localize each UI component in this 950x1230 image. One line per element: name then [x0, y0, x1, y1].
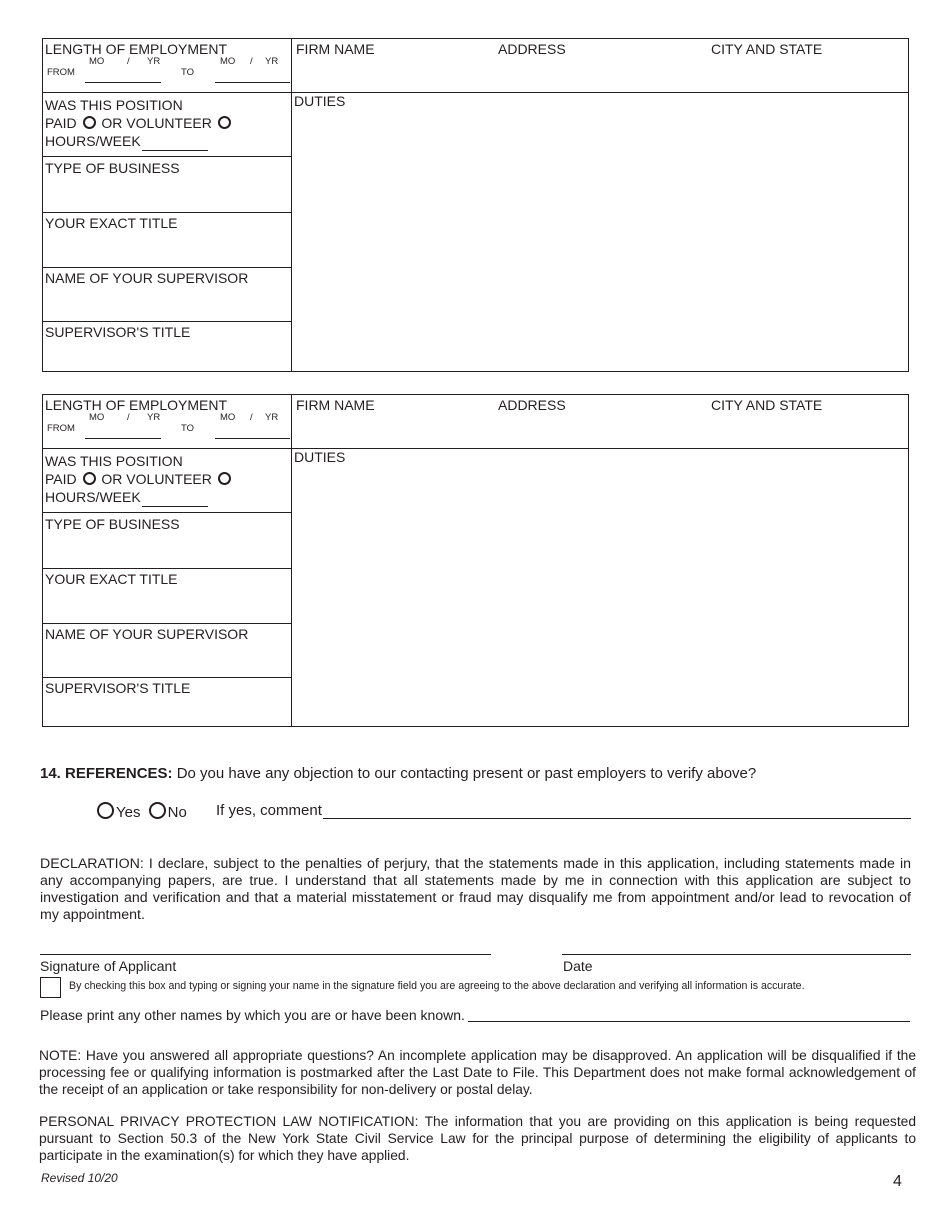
duties-label: DUTIES: [294, 449, 346, 465]
employment-block: [42, 394, 909, 727]
row-divider: [43, 212, 291, 213]
address-label: ADDRESS: [498, 397, 566, 413]
mo-label: MO: [89, 56, 105, 67]
hours-week-field[interactable]: [142, 506, 208, 507]
to-date-field[interactable]: [215, 438, 290, 439]
position-question: WAS THIS POSITION: [45, 97, 183, 113]
paid-label: PAID: [45, 115, 77, 131]
comment-field[interactable]: [323, 818, 911, 819]
to-label: TO: [181, 67, 195, 78]
address-label: ADDRESS: [498, 41, 566, 57]
employment-block: [42, 38, 909, 372]
references-answer-row: [97, 802, 187, 821]
position-question: WAS THIS POSITION: [45, 453, 183, 469]
header-divider: [43, 92, 908, 93]
column-divider: [291, 395, 292, 726]
hours-week-label: HOURS/WEEK: [45, 133, 141, 149]
declaration-heading: DECLARATION: [40, 856, 140, 872]
firm-name-label: FIRM NAME: [296, 397, 375, 413]
revised-date: Revised 10/20: [41, 1171, 118, 1185]
slash: /: [127, 412, 130, 423]
hours-week-label: HOURS/WEEK: [45, 489, 141, 505]
paid-label: PAID: [45, 471, 77, 487]
firm-name-label: FIRM NAME: [296, 41, 375, 57]
page-number: 4: [893, 1173, 902, 1190]
no-label: No: [167, 804, 187, 821]
city-state-label: CITY AND STATE: [711, 41, 823, 57]
other-names-field[interactable]: [468, 1021, 910, 1022]
from-label: FROM: [47, 67, 75, 78]
from-date-field[interactable]: [85, 82, 161, 83]
slash: /: [127, 56, 130, 67]
header-divider: [43, 448, 908, 449]
volunteer-label: OR VOLUNTEER: [101, 471, 212, 487]
mo-label: MO: [220, 412, 236, 423]
exact-title-label: YOUR EXACT TITLE: [45, 571, 178, 587]
to-label: TO: [181, 423, 195, 434]
yr-label: YR: [265, 56, 279, 67]
signature-label: Signature of Applicant: [40, 958, 177, 974]
date-field[interactable]: [562, 954, 911, 955]
type-of-business-label: TYPE OF BUSINESS: [45, 160, 180, 176]
row-divider: [43, 267, 291, 268]
row-divider: [43, 568, 291, 569]
row-divider: [43, 512, 291, 513]
declaration-text: : I declare, subject to the penalties of perjury, that the statements made in this application, including statements made in any accompanying papers, are true. I understand that all statements made by me in connection with this application are subject to investigation and verification and that a material misstatement or fraud may disqualify me from appointment and/or lead to revocation of my appointment.: [40, 856, 911, 923]
references-question-text: Do you have any objection to our contacting present or past employers to verify above?: [176, 765, 757, 782]
row-divider: [43, 677, 291, 678]
no-radio[interactable]: [149, 802, 166, 819]
volunteer-label: OR VOLUNTEER: [101, 115, 212, 131]
paid-volunteer-row: [45, 115, 233, 132]
mo-label: MO: [89, 412, 105, 423]
row-divider: [43, 321, 291, 322]
supervisor-name-label: NAME OF YOUR SUPERVISOR: [45, 626, 249, 642]
exact-title-label: YOUR EXACT TITLE: [45, 215, 178, 231]
supervisor-title-label: SUPERVISOR'S TITLE: [45, 680, 191, 696]
slash: /: [250, 412, 253, 423]
paid-radio[interactable]: [83, 472, 96, 485]
yes-label: Yes: [116, 804, 141, 821]
to-date-field[interactable]: [215, 82, 290, 83]
column-divider: [291, 39, 292, 371]
yr-label: YR: [265, 412, 279, 423]
mo-label: MO: [220, 56, 236, 67]
other-names-label: Please print any other names by which you are or have been known.: [40, 1007, 465, 1023]
declaration-paragraph: [40, 856, 911, 924]
row-divider: [43, 156, 291, 157]
duties-label: DUTIES: [294, 93, 346, 109]
supervisor-title-label: SUPERVISOR'S TITLE: [45, 324, 191, 340]
privacy-paragraph: PERSONAL PRIVACY PROTECTION LAW NOTIFICATION: The information that you are providing on this application is being requested pursuant to Section 50.3 of the New York State Civil Service Law for the principal purpose of determining the eligibility of applicants to participate in the examination(s) for which they have applied.: [39, 1114, 916, 1163]
length-of-employment-label: LENGTH OF EMPLOYMENT: [45, 41, 228, 57]
yr-label: YR: [147, 412, 161, 423]
paid-radio[interactable]: [83, 116, 96, 129]
slash: /: [250, 56, 253, 67]
references-heading: 14. REFERENCES:: [40, 765, 173, 782]
note-paragraph: NOTE: Have you answered all appropriate questions? An incomplete application may be disapproved. An application will be disqualified if the processing fee or qualifying information is postmarked after the Last Date to File. This Department does not make formal acknowledgement of the receipt of an application or take responsibility for non-delivery or postal delay.: [39, 1048, 916, 1097]
yes-radio[interactable]: [97, 802, 114, 819]
agreement-text: By checking this box and typing or signing your name in the signature field you are agreeing to the above declaration and verifying all information is accurate.: [69, 980, 805, 992]
signature-field[interactable]: [40, 954, 491, 955]
row-divider: [43, 623, 291, 624]
references-question: [40, 765, 756, 782]
comment-label: If yes, comment: [216, 802, 322, 819]
date-label: Date: [563, 958, 593, 974]
volunteer-radio[interactable]: [218, 472, 231, 485]
supervisor-name-label: NAME OF YOUR SUPERVISOR: [45, 270, 249, 286]
from-label: FROM: [47, 423, 75, 434]
type-of-business-label: TYPE OF BUSINESS: [45, 516, 180, 532]
paid-volunteer-row: [45, 471, 233, 488]
agreement-checkbox[interactable]: [40, 977, 61, 998]
volunteer-radio[interactable]: [218, 116, 231, 129]
from-date-field[interactable]: [85, 438, 161, 439]
hours-week-field[interactable]: [142, 150, 208, 151]
yr-label: YR: [147, 56, 161, 67]
length-of-employment-label: LENGTH OF EMPLOYMENT: [45, 397, 228, 413]
city-state-label: CITY AND STATE: [711, 397, 823, 413]
